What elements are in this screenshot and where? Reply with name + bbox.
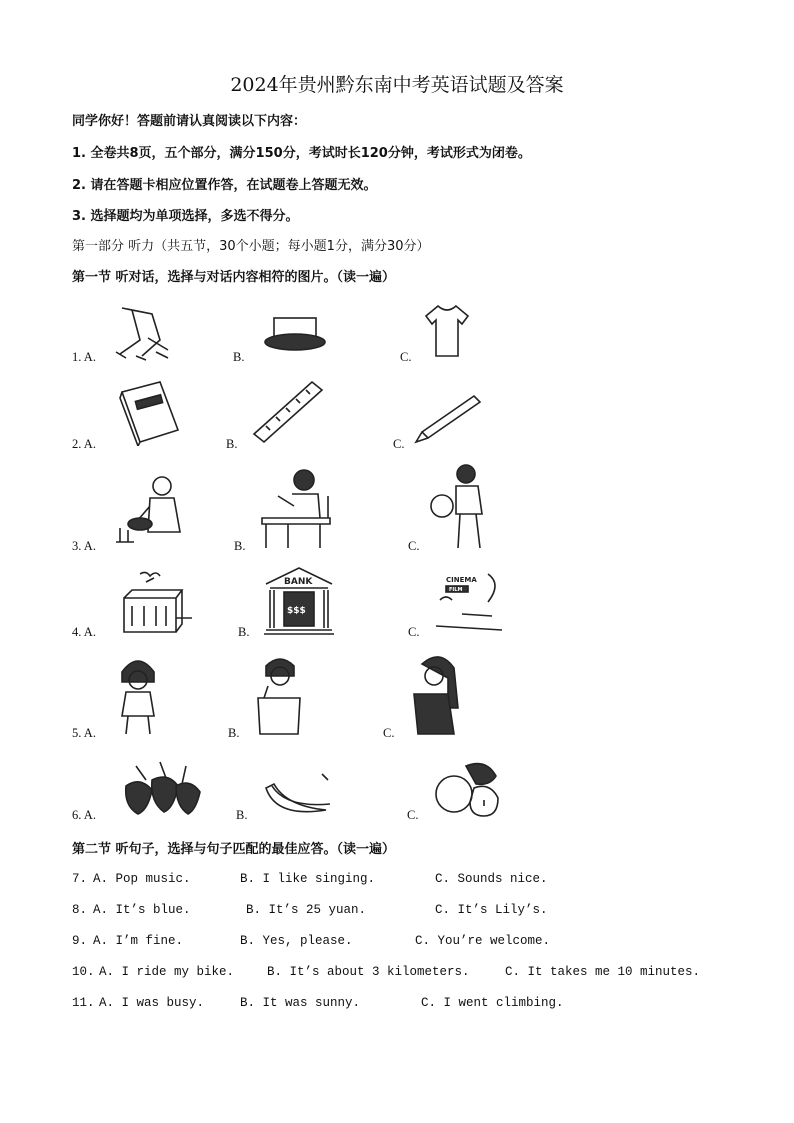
q10-option-c: C. It takes me 10 minutes. bbox=[505, 965, 701, 979]
q1-option-c-label: C. bbox=[400, 350, 412, 364]
q10-option-b: B. It’s about 3 kilometers. bbox=[267, 965, 470, 979]
shop-image bbox=[118, 568, 194, 636]
q9-option-c: C. You’re welcome. bbox=[415, 934, 551, 948]
hat-image bbox=[262, 314, 328, 356]
q4-option-a-label: 4. A. bbox=[72, 625, 96, 639]
q9-number: 9. bbox=[72, 934, 88, 948]
q7-number: 7. bbox=[72, 872, 88, 886]
bank-sign-text: BANK bbox=[284, 577, 313, 587]
t-shirt-image bbox=[422, 302, 472, 360]
reading-boy-image bbox=[258, 466, 338, 550]
q3-option-a-label: 3. A. bbox=[72, 539, 96, 553]
q11-option-c: C. I went climbing. bbox=[421, 996, 564, 1010]
q1-option-a-label: 1. A. bbox=[72, 350, 96, 364]
q2-option-b-label: B. bbox=[226, 437, 238, 451]
instruction-item: 1. 全卷共8页，五个部分，满分150分，考试时长120分钟，考试形式为闭卷。 bbox=[72, 146, 531, 161]
svg-text:$$$: $$$ bbox=[287, 606, 306, 616]
cooking-boy-image bbox=[110, 472, 192, 550]
q8-number: 8. bbox=[72, 903, 88, 917]
book-image bbox=[116, 378, 184, 446]
crying-girl-image bbox=[116, 656, 160, 736]
strawberries-image bbox=[116, 756, 208, 820]
q7-option-b: B. I like singing. bbox=[240, 872, 376, 886]
q4-option-b-label: B. bbox=[238, 625, 250, 639]
q4-option-c-label: C. bbox=[408, 625, 420, 639]
q5-option-b-label: B. bbox=[228, 726, 240, 740]
ruler-image bbox=[250, 378, 326, 446]
q7-option-a: A. Pop music. bbox=[93, 872, 191, 886]
q8-option-b: B. It’s 25 yuan. bbox=[246, 903, 367, 917]
page-title: 2024年贵州黔东南中考英语试题及答案 bbox=[230, 74, 564, 96]
bank-image bbox=[262, 566, 336, 636]
svg-text:FILM: FILM bbox=[449, 587, 463, 593]
q11-option-b: B. It was sunny. bbox=[240, 996, 361, 1010]
instruction-item: 2. 请在答题卡相应位置作答，在试题卷上答题无效。 bbox=[72, 178, 377, 193]
tired-girl-image bbox=[252, 656, 304, 736]
scarf-image bbox=[112, 300, 174, 362]
q8-option-a: A. It’s blue. bbox=[93, 903, 191, 917]
bananas-image bbox=[262, 768, 336, 820]
svg-text:CINEMA: CINEMA bbox=[446, 576, 477, 584]
pencil-image bbox=[412, 390, 486, 444]
q6-option-c-label: C. bbox=[407, 808, 419, 822]
instructions-greeting: 同学你好！答题前请认真阅读以下内容： bbox=[72, 114, 307, 129]
q3-option-c-label: C. bbox=[408, 539, 420, 553]
q10-option-a: A. I ride my bike. bbox=[99, 965, 235, 979]
q6-option-a-label: 6. A. bbox=[72, 808, 96, 822]
q9-option-a: A. I’m fine. bbox=[93, 934, 184, 948]
section2-heading: 第二节 听句子，选择与句子匹配的最佳应答。（读一遍） bbox=[72, 842, 396, 857]
q1-option-b-label: B. bbox=[233, 350, 245, 364]
apples-image bbox=[428, 758, 506, 820]
q11-number: 11. bbox=[72, 996, 95, 1010]
q5-option-c-label: C. bbox=[383, 726, 395, 740]
q2-option-c-label: C. bbox=[393, 437, 405, 451]
q2-option-a-label: 2. A. bbox=[72, 437, 96, 451]
q3-option-b-label: B. bbox=[234, 539, 246, 553]
q8-option-c: C. It’s Lily’s. bbox=[435, 903, 548, 917]
q5-option-a-label: 5. A. bbox=[72, 726, 96, 740]
section1-heading: 第一节 听对话，选择与对话内容相符的图片。（读一遍） bbox=[72, 270, 396, 285]
cinema-image bbox=[432, 570, 506, 634]
q7-option-c: C. Sounds nice. bbox=[435, 872, 548, 886]
q9-option-b: B. Yes, please. bbox=[240, 934, 353, 948]
q11-option-a: A. I was busy. bbox=[99, 996, 205, 1010]
instruction-item: 3. 选择题均为单项选择，多选不得分。 bbox=[72, 209, 299, 224]
worried-woman-image bbox=[408, 654, 464, 736]
part1-heading: 第一部分 听力（共五节，30个小题；每小题1分，满分30分） bbox=[72, 239, 430, 254]
q10-number: 10. bbox=[72, 965, 95, 979]
q6-option-b-label: B. bbox=[236, 808, 248, 822]
basketball-boy-image bbox=[426, 462, 496, 550]
